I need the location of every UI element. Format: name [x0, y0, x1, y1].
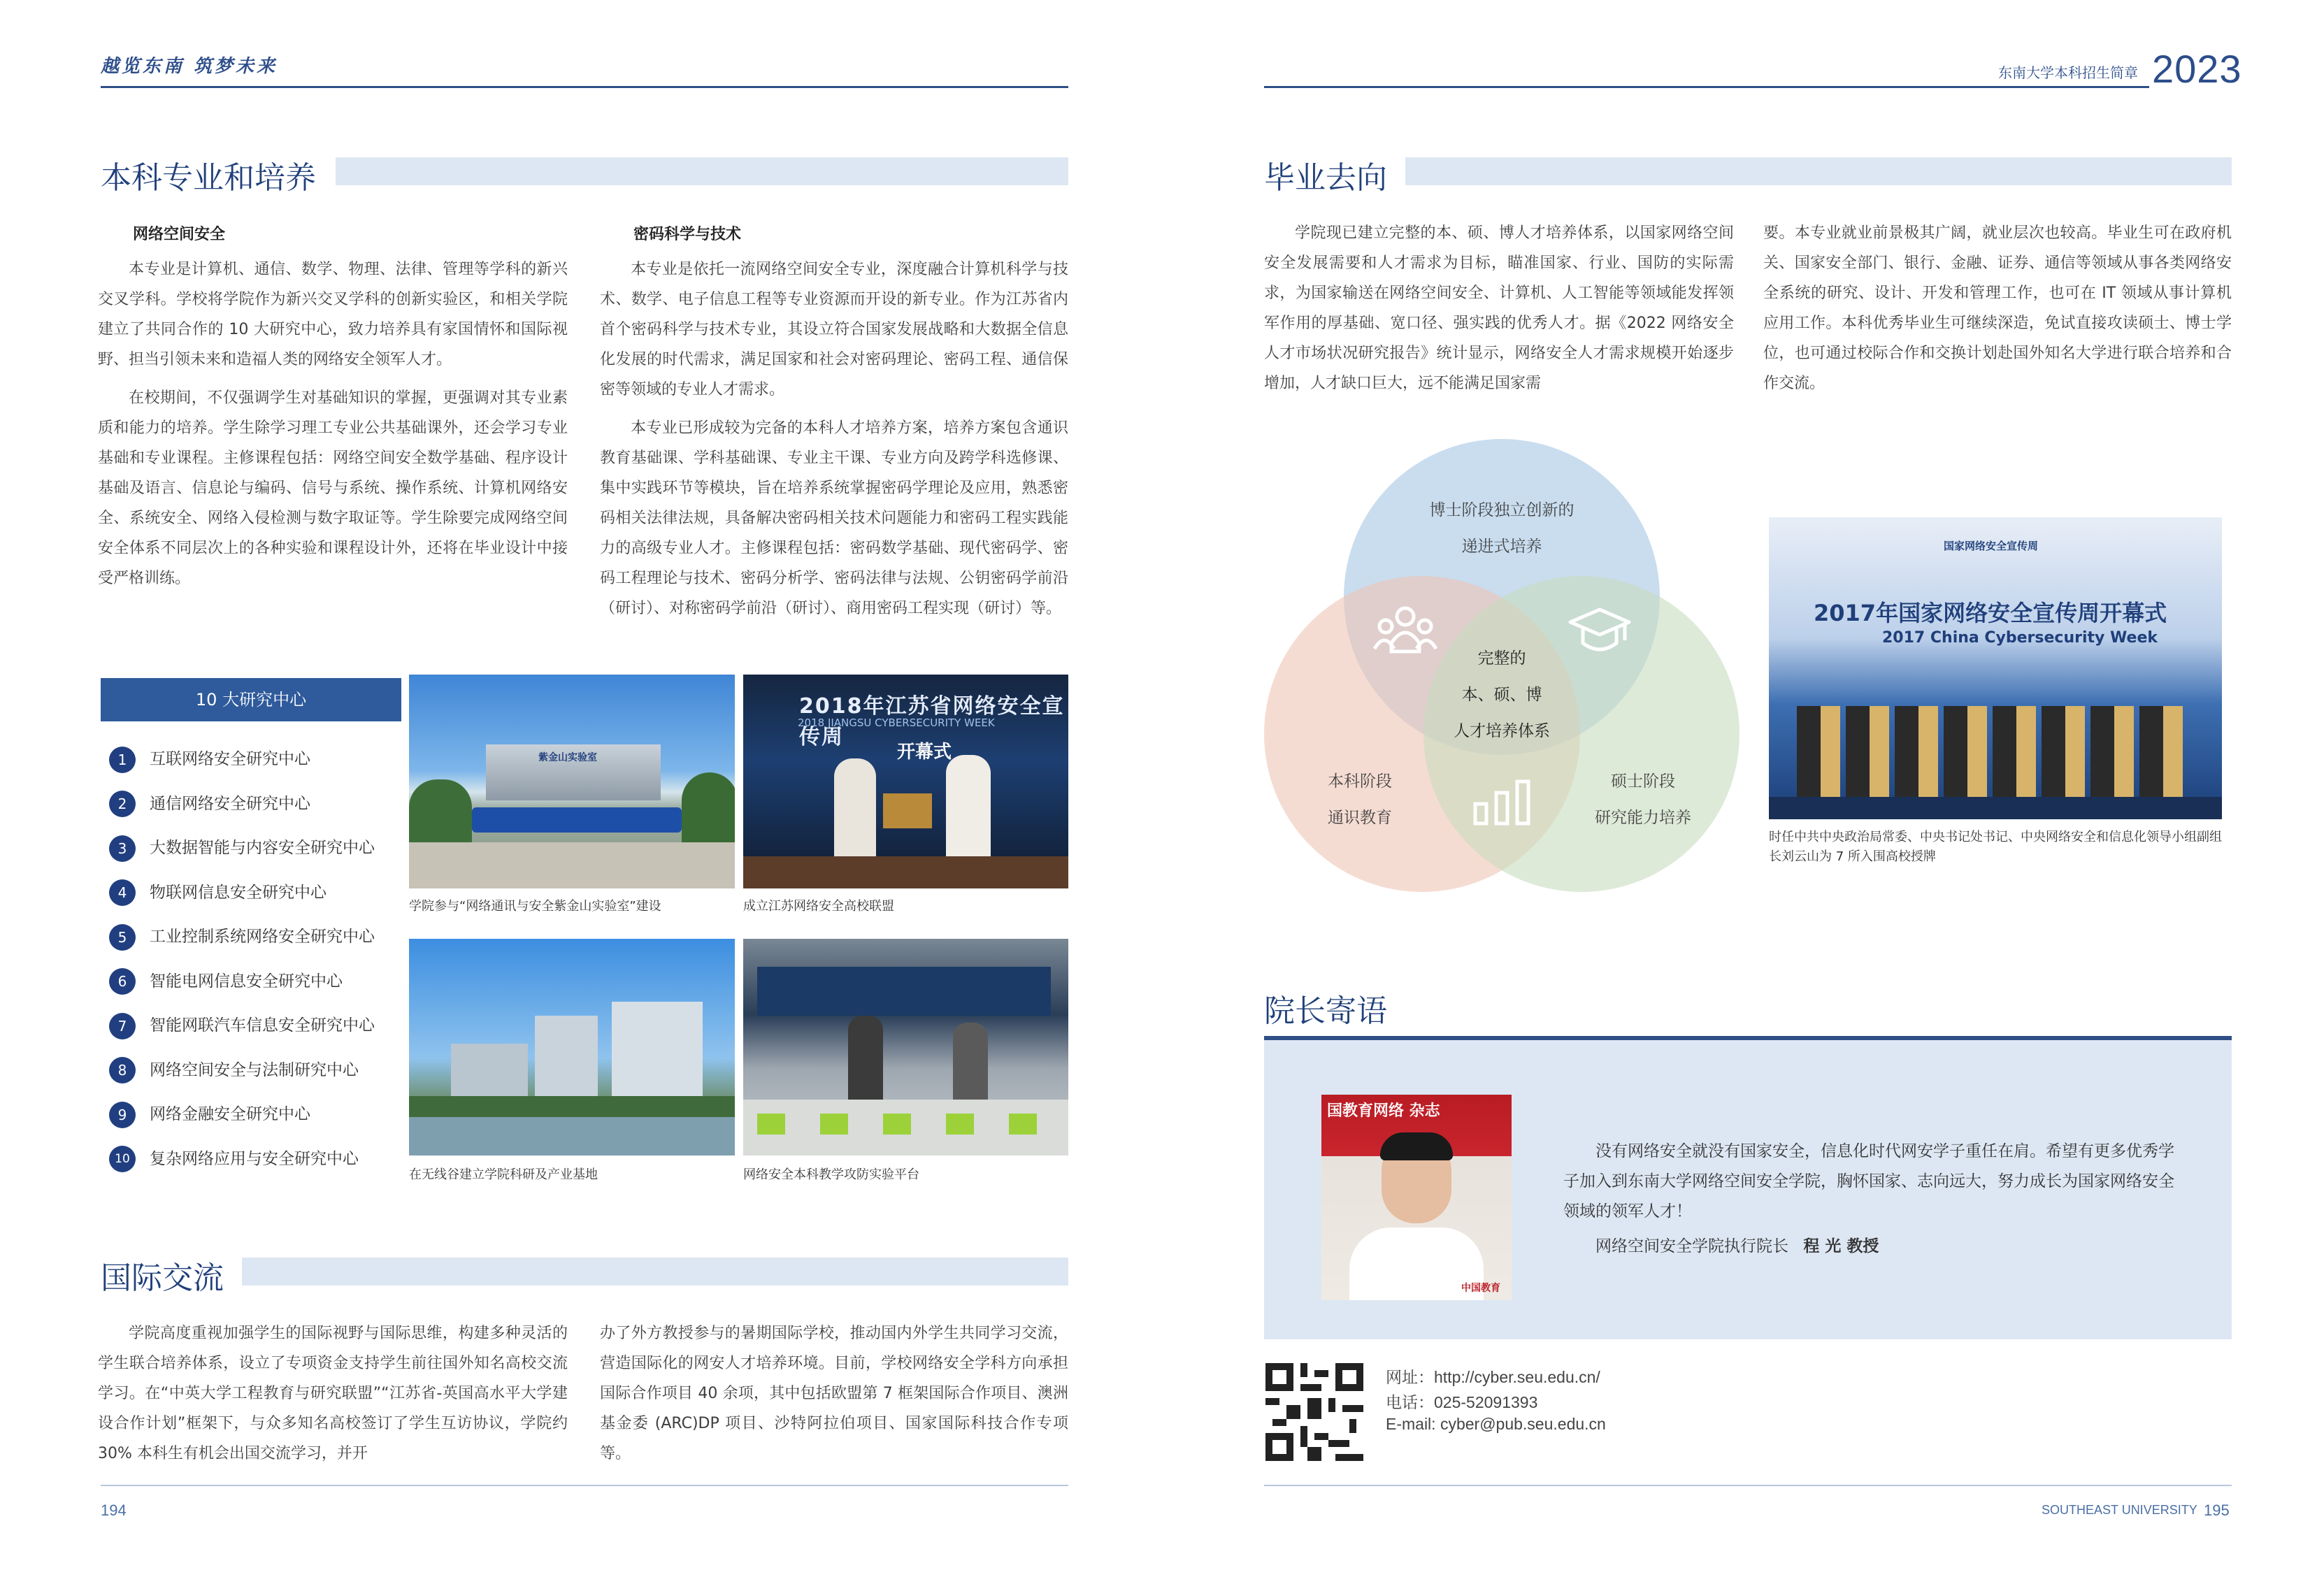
research-center-label: 智能电网信息安全研究中心	[150, 972, 343, 991]
lab-building-sign: 紫金山实验室	[538, 752, 597, 763]
section-title-career: 毕业去向	[1264, 160, 1387, 196]
research-center-number: 5	[109, 924, 136, 951]
photo-zijinshan-lab	[409, 675, 735, 888]
photo-research-base	[409, 939, 735, 1155]
venn-doctoral-line2: 递进式培养	[1461, 538, 1542, 556]
contact-website[interactable]: 网址：http://cyber.seu.edu.cn/	[1386, 1368, 1600, 1386]
caption-attack-defense-platform: 网络安全本科教学攻防实验平台	[743, 1167, 919, 1182]
research-center-item	[109, 745, 310, 773]
research-center-item	[109, 967, 343, 995]
venn-doctoral-line1: 博士阶段独立创新的	[1429, 501, 1575, 519]
section-bar-career	[1405, 157, 2232, 185]
research-center-item	[109, 879, 327, 907]
dean-photo-logo: 中国教育	[1461, 1283, 1500, 1294]
base-building-3	[612, 1002, 703, 1107]
lab-plaza	[409, 842, 735, 888]
lab-sculpture	[472, 807, 682, 833]
ceremony-participants	[1797, 706, 2188, 797]
research-center-label: 网络金融安全研究中心	[150, 1105, 310, 1123]
contact-email[interactable]: E-mail: cyber@pub.seu.edu.cn	[1386, 1415, 1606, 1433]
dean-quote: 没有网络安全就没有国家安全，信息化时代网安学子重任在肩。希望有更多优秀学子加入到东南大学网络空间安全学院，胸怀国家、志向远大，努力成长为国家网络安全领域的领军人才！	[1563, 1142, 2174, 1220]
research-center-number: 1	[109, 747, 136, 773]
research-center-label: 大数据智能与内容安全研究中心	[150, 839, 375, 857]
ceremony-logo-text: 国家网络安全宣传周	[1944, 540, 2039, 552]
footer-rule-right	[1264, 1485, 2232, 1486]
research-center-number: 7	[109, 1013, 136, 1039]
base-water	[409, 1117, 735, 1155]
section-title-majors: 本科专业和培养	[101, 160, 316, 196]
header-rule-right	[1264, 86, 2149, 88]
photo-dean	[1321, 1095, 1512, 1300]
cyber-para-1: 本专业是计算机、通信、数学、物理、法律、管理等学科的新兴交叉学科。学校将学院作为新兴交叉学科的创新实验区，和相关学院建立了共同合作的 10 大研究中心，致力培养具有家国情怀和国际视野、担当引领未来和造福人类的网络安全领军人才。	[98, 261, 568, 368]
research-center-label: 网络空间安全与法制研究中心	[150, 1060, 359, 1079]
graduation-cap-icon	[1566, 603, 1633, 661]
people-group-icon	[1372, 603, 1439, 661]
research-center-label: 通信网络安全研究中心	[150, 794, 310, 813]
caption-alliance: 成立江苏网络安全高校联盟	[743, 899, 894, 914]
section-bar-majors	[336, 157, 1068, 185]
bar-growth-icon	[1471, 777, 1534, 826]
research-center-label: 复杂网络应用与安全研究中心	[150, 1149, 359, 1168]
intl-text-col1: 学院高度重视加强学生的国际视野与国际思维，构建多种灵活的学生联合培养体系，设立了专项资金支持学生前往国外知名高校交流学习。在“中英大学工程教育与研究联盟”“江苏省-英国高水平大学建设合作计划”框架下，与众多知名高校签订了学生互访协议，学院约 30% 本科生有机会出国交流学习，并开	[98, 1325, 568, 1462]
photo-attack-defense-platform	[743, 939, 1068, 1155]
research-center-number: 2	[109, 791, 136, 817]
page-number-right: 195	[2204, 1502, 2230, 1519]
contact-phone: 电话：025-52091393	[1386, 1393, 1538, 1411]
page-number-left: 194	[101, 1502, 127, 1519]
section-title-dean: 院长寄语	[1264, 993, 1387, 1029]
caption-zijinshan-lab: 学院参与“网络通讯与安全紫金山实验室”建设	[409, 899, 661, 914]
cyber-major-title: 网络空间安全	[133, 226, 226, 243]
header-slogan: 越览东南 筑梦未来	[101, 56, 278, 77]
header-rule-left	[101, 86, 1068, 88]
research-centers-heading: 10 大研究中心	[101, 678, 401, 721]
caption-cybersecurity-week: 时任中共中央政治局常委、中央书记处书记、中央网络安全和信息化领导小组副组长刘云山为 7 所入围高校授牌	[1769, 830, 2222, 864]
base-building-2	[535, 1016, 598, 1107]
research-center-label: 物联网信息安全研究中心	[150, 883, 327, 902]
research-center-item	[109, 1056, 359, 1084]
research-center-number: 4	[109, 879, 136, 906]
dean-signature	[1595, 1233, 1879, 1256]
career-text-col2: 要。本专业就业前景极其广阔，就业层次也较高。毕业生可在政府机关、国家安全部门、银行、金融、证券、通信等领域从事各类网络安全系统的研究、设计、开发和管理工作，也可在 IT 领域从事计算机应用工作。本科优秀毕业生可继续深造，免试直接攻读硕士、博士学位，也可通过校际合作和交换计划赴国外知名大学进行联合培养和合作交流。	[1763, 224, 2232, 392]
venn-center-line3: 人才培养体系	[1454, 722, 1550, 740]
alliance-open: 开幕式	[897, 742, 952, 763]
crypto-para-2: 本专业已形成较为完备的本科人才培养方案，培养方案包含通识教育基础课、学科基础课、专业主干课、专业方向及跨学科选修课、集中实践环节等模块，旨在培养系统掌握密码学理论及应用，熟悉密码相关法律法规，具备解决密码相关技术问题能力和密码工程实践能力的高级专业人才。主修课程包括：密码数学基础、现代密码学、密码工程理论与技术、密码分析学、密码法律与法规、公钥密码学前沿（研讨）、对称密码学前沿（研讨）、商用密码工程实现（研讨）等。	[600, 419, 1068, 617]
photo-cybersecurity-week	[1769, 517, 2222, 819]
venn-master-line1: 硕士阶段	[1611, 772, 1675, 791]
research-center-label: 智能网联汽车信息安全研究中心	[150, 1016, 375, 1035]
dean-signature-title: 网络空间安全学院执行院长	[1595, 1237, 1788, 1255]
research-center-item	[109, 923, 375, 951]
platform-screens	[757, 967, 1051, 1016]
venn-master-line2: 研究能力培养	[1595, 809, 1691, 827]
alliance-banner-en: 2018 JIANGSU CYBERSECURITY WEEK	[798, 717, 995, 729]
section-bar-intl	[242, 1258, 1068, 1286]
platform-person-1	[848, 1016, 883, 1114]
alliance-stage	[743, 856, 1068, 888]
ceremony-banner-cn: 2017年国家网络安全宣传周开幕式	[1814, 600, 2167, 626]
venn-undergrad-line2: 通识教育	[1328, 809, 1392, 827]
base-trees	[409, 1096, 735, 1117]
research-center-number: 10	[109, 1146, 136, 1172]
research-center-item	[109, 834, 375, 862]
research-center-item	[109, 1145, 359, 1173]
header-brochure-title: 东南大学本科招生简章	[1998, 64, 2138, 81]
caption-research-base: 在无线谷建立学院科研及产业基地	[409, 1167, 598, 1182]
intl-text-col2: 办了外方教授参与的暑期国际学校，推动国内外学生共同学习交流，营造国际化的网安人才培养环境。目前，学校网络安全学科方向承担国际合作项目 40 余项，其中包括欧盟第 7 框架国际合作项目、澳洲基金委 (ARC)DP 项目、沙特阿拉伯项目、国家国际科技合作专项等。	[600, 1325, 1068, 1462]
section-title-intl: 国际交流	[101, 1260, 224, 1296]
qr-code-icon[interactable]	[1265, 1363, 1363, 1461]
research-center-number: 8	[109, 1057, 136, 1083]
crypto-major-text	[600, 254, 1068, 624]
research-center-item	[109, 790, 310, 818]
research-center-number: 9	[109, 1102, 136, 1128]
venn-center-line1: 完整的	[1477, 649, 1526, 668]
research-center-number: 6	[109, 968, 136, 995]
alliance-banner: 2018年江苏省网络安全宣传周	[799, 694, 1065, 749]
research-center-label: 工业控制系统网络安全研究中心	[150, 928, 375, 946]
venn-label-master	[1573, 763, 1713, 836]
dean-photo-overlay: 国教育网络 杂志	[1327, 1102, 1440, 1120]
research-center-label: 互联网络安全研究中心	[150, 750, 310, 768]
dean-signature-name: 程 光 教授	[1803, 1237, 1879, 1255]
platform-chairs	[757, 1114, 1051, 1135]
venn-center-line2: 本、硕、博	[1461, 686, 1542, 704]
header-year: 2023	[2152, 47, 2242, 91]
cyber-para-2: 在校期间，不仅强调学生对基础知识的掌握，更强调对其专业素质和能力的培养。学生除学习理工专业公共基础课外，还会学习专业基础和专业课程。主修课程包括：网络空间安全数学基础、程序设计基础及语言、信息论与编码、信号与系统、操作系统、计算机网络安全、系统安全、网络入侵检测与数字取证等。学生除要完成网络空间安全体系不同层次上的各种实验和课程设计外，还将在毕业设计中接受严格训练。	[98, 389, 568, 587]
footer-rule-left	[101, 1485, 1068, 1486]
career-text-col1: 学院现已建立完整的本、硕、博人才培养体系，以国家网络空间安全发展需要和人才需求为目标，瞄准国家、行业、国防的实际需求，为国家输送在网络空间安全、计算机、人工智能等领域能发挥领军作用的厚基础、宽口径、强实践的优秀人才。据《2022 网络安全人才市场状况研究报告》统计显示，网络安全人才需求规模开始逐步增加，人才缺口巨大，远不能满足国家需	[1264, 224, 1734, 392]
alliance-plaque	[883, 793, 932, 828]
photo-alliance	[743, 675, 1068, 888]
venn-label-center	[1432, 640, 1572, 749]
research-center-number: 3	[109, 835, 136, 862]
footer-school-name: SOUTHEAST UNIVERSITY	[2042, 1503, 2197, 1517]
venn-label-undergrad	[1293, 763, 1426, 836]
venn-label-doctoral	[1397, 492, 1607, 565]
ceremony-stage	[1769, 797, 2222, 819]
ceremony-banner-en: 2017 China Cybersecurity Week	[1882, 629, 2158, 647]
dean-hair	[1380, 1132, 1453, 1160]
venn-undergrad-line1: 本科阶段	[1328, 772, 1392, 791]
crypto-major-title: 密码科学与技术	[633, 226, 742, 243]
research-center-item	[109, 1100, 310, 1128]
research-center-item	[109, 1011, 375, 1039]
cyber-major-text	[98, 254, 568, 593]
crypto-para-1: 本专业是依托一流网络空间安全专业，深度融合计算机科学与技术、数学、电子信息工程等专业资源而开设的新专业。作为江苏省内首个密码科学与技术专业，其设立符合国家发展战略和大数据全信息化发展的时代需求，满足国家和社会对密码理论、密码工程、通信保密等领域的专业人才需求。	[600, 261, 1068, 398]
